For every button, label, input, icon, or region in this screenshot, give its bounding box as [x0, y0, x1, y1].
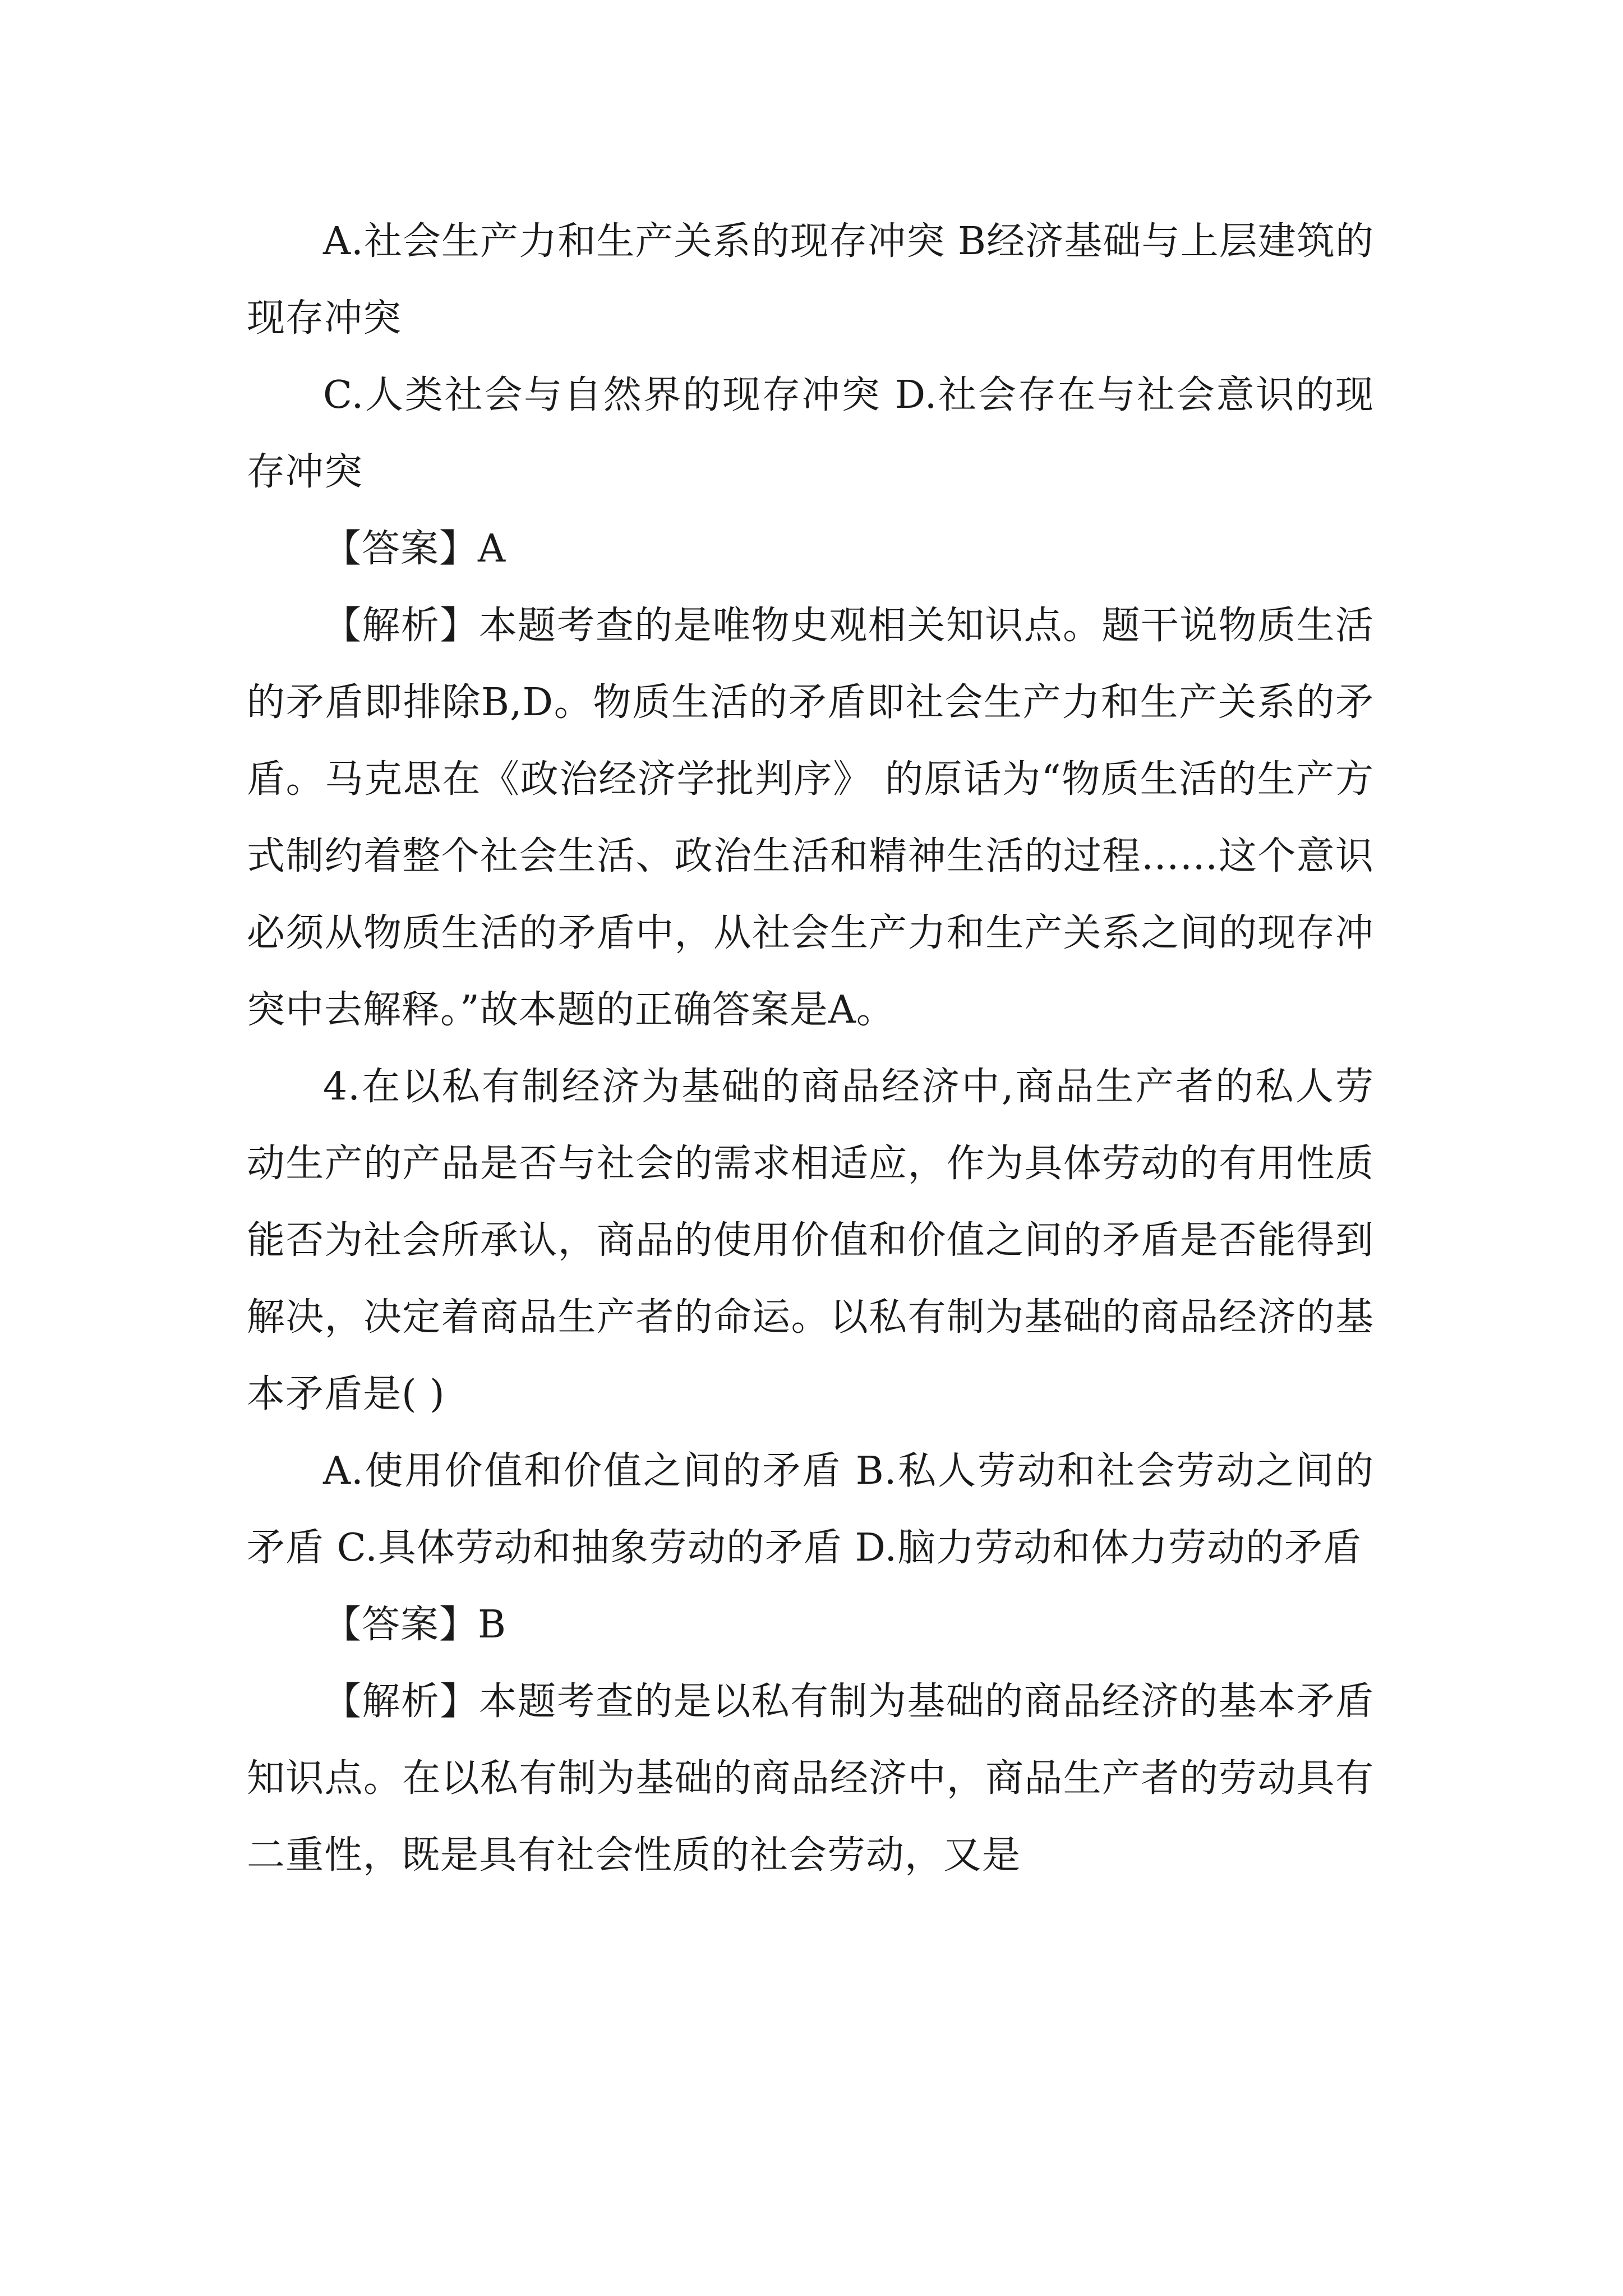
- answer-paragraph-2: 【答案】B: [323, 1603, 506, 1647]
- answer-paragraph-1: 【答案】A: [323, 527, 506, 571]
- analysis-paragraph-2: 【解析】本题考查的是以私有制为基础的商品经济的基本矛盾知识点。在以私有制为基础的商品经济中，商品生产者的劳动具有二重性，既是具有社会性质的社会劳动，又是: [247, 1680, 1374, 1878]
- options-paragraph-2: C.人类社会与自然界的现存冲突 D.社会存在与社会意识的现存冲突: [247, 373, 1374, 494]
- question-4-paragraph: 4.在以私有制经济为基础的商品经济中,商品生产者的私人劳动生产的产品是否与社会的需求相适应，作为具体劳动的有用性质能否为社会所承认，商品的使用价值和价值之间的矛盾是否能得到解决，决定着商品生产者的命运。以私有制为基础的商品经济的基本矛盾是( ): [247, 1065, 1374, 1416]
- document-body: [247, 203, 1374, 1894]
- options-paragraph-1: A.社会生产力和生产关系的现存冲突 B经济基础与上层建筑的现存冲突: [247, 219, 1374, 341]
- options-paragraph-3: A.使用价值和价值之间的矛盾 B.私人劳动和社会劳动之间的矛盾 C.具体劳动和抽象劳动的矛盾 D.脑力劳动和体力劳动的矛盾: [247, 1449, 1374, 1570]
- analysis-paragraph-1: 【解析】本题考查的是唯物史观相关知识点。题干说物质生活的矛盾即排除B,D。物质生活的矛盾即社会生产力和生产关系的矛盾。马克思在《政治经济学批判序》 的原话为“物质生活的生产方式制约着整个社会生活、政治生活和精神生活的过程……这个意识必须从物质生活的矛盾中，从社会生产力和生产关系之间的现存冲突中去解释。”故本题的正确答案是A。: [247, 604, 1374, 1032]
